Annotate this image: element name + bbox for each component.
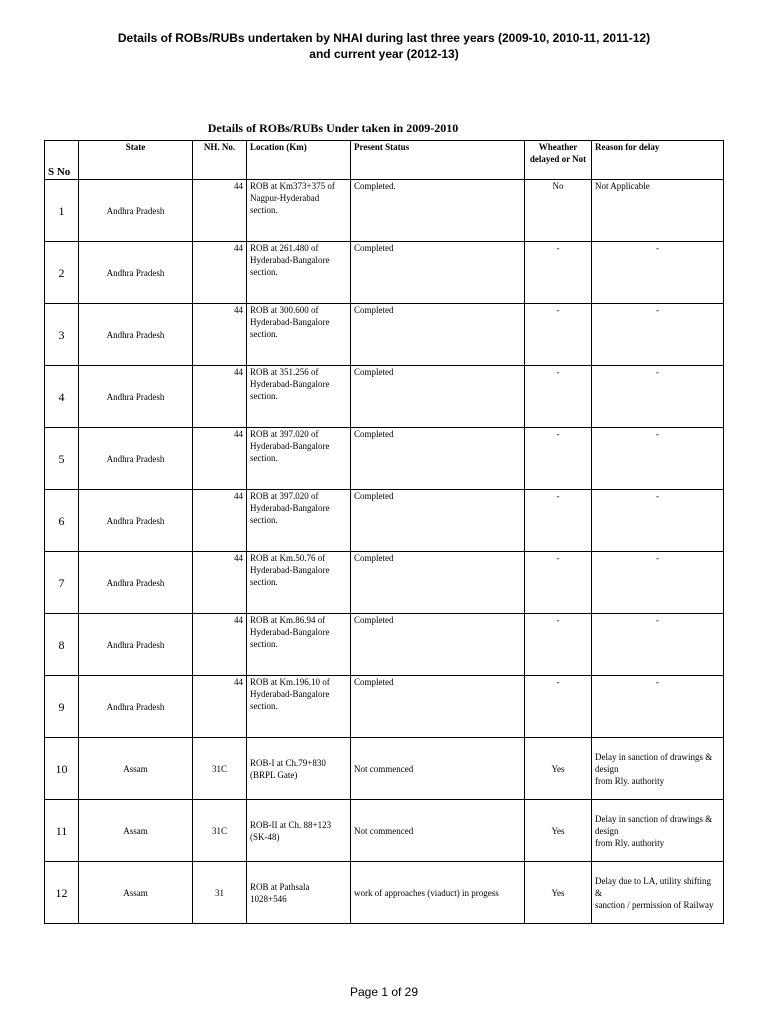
cell-state: Andhra Pradesh [79,366,193,428]
cell-sno: 2 [45,242,79,304]
reason-line-2: sanction / permission of Railway [595,899,714,910]
cell-present-status: Completed [351,304,525,366]
cell-present-status: Completed [351,242,525,304]
location-line-1: ROB-II at Ch. 88+123 [250,819,332,830]
location-line-1: ROB at Km.86.94 of [250,615,326,625]
location-line-1: ROB at Km373+375 of [250,181,335,191]
reason-line-1: - [656,615,659,625]
cell-nh-no: 31 [193,862,247,924]
cell-present-status: Completed [351,490,525,552]
cell-nh-no: 44 [193,614,247,676]
cell-reason [592,490,724,552]
cell-location [247,180,351,242]
cell-sno: 8 [45,614,79,676]
reason-line-1: - [656,367,659,377]
header-delayed [525,141,592,180]
table-row [45,800,724,862]
cell-location [247,862,351,924]
cell-delayed: No [525,180,592,242]
reason-line-1: - [656,305,659,315]
cell-delayed: Yes [525,800,592,862]
location-line-3: section. [250,639,278,649]
title-line-1: Details of ROBs/RUBs undertaken by NHAI during last three years (2009-10, 2010-11, 2011-12) [117,31,651,45]
location-line-3: section. [250,453,278,463]
location-line-1: ROB at 261.480 of [250,243,319,253]
cell-present-status: work of approaches (viaduct) in progess [351,862,525,924]
cell-delayed: - [525,428,592,490]
cell-location [247,676,351,738]
cell-nh-no: 44 [193,676,247,738]
cell-reason [592,862,724,924]
cell-state: Andhra Pradesh [79,428,193,490]
header-delayed-line-2: delayed or Not [529,154,587,164]
reason-line-1: - [656,243,659,253]
location-line-1: ROB at Km.196.10 of [250,677,330,687]
location-line-2: Hyderabad-Bangalore [250,565,330,575]
location-line-2: (BRPL Gate) [250,769,298,780]
cell-present-status: Not commenced [351,800,525,862]
cell-reason [592,552,724,614]
cell-delayed: - [525,614,592,676]
table-row [45,428,724,490]
cell-delayed: Yes [525,738,592,800]
cell-reason [592,428,724,490]
cell-location [247,800,351,862]
reason-line-1: Delay in sanction of drawings & design [595,751,713,774]
location-line-2: Hyderabad-Bangalore [250,503,330,513]
title-line-2: and current year (2012-13) [309,47,459,61]
header-sno: S No [45,141,79,180]
cell-state: Andhra Pradesh [79,304,193,366]
document-title [0,30,768,62]
cell-state: Andhra Pradesh [79,676,193,738]
cell-present-status: Completed [351,614,525,676]
cell-reason [592,800,724,862]
reason-line-1: Delay due to LA, utility shifting & [595,875,711,898]
location-line-1: ROB at Km.50.76 of [250,553,326,563]
location-line-2: Hyderabad-Bangalore [250,441,330,451]
cell-nh-no: 44 [193,490,247,552]
header-delayed-line-1: Wheather [538,142,578,152]
header-location: Location (Km) [247,141,351,180]
reason-line-2: from Rly. authority [595,775,665,786]
cell-sno: 1 [45,180,79,242]
cell-sno: 3 [45,304,79,366]
cell-reason [592,366,724,428]
cell-reason [592,676,724,738]
table-row [45,862,724,924]
cell-location [247,490,351,552]
cell-nh-no: 31C [193,800,247,862]
cell-sno: 4 [45,366,79,428]
location-line-3: section. [250,701,278,711]
location-line-1: ROB-I at Ch.79+830 [250,757,326,768]
cell-delayed: - [525,552,592,614]
location-line-2: Hyderabad-Bangalore [250,255,330,265]
cell-present-status: Completed. [351,180,525,242]
cell-present-status: Completed [351,428,525,490]
cell-nh-no: 44 [193,304,247,366]
cell-sno: 11 [45,800,79,862]
cell-delayed: - [525,366,592,428]
cell-location [247,242,351,304]
rob-rub-table [44,140,724,924]
location-line-1: ROB at 351.256 of [250,367,319,377]
cell-location [247,428,351,490]
cell-state: Assam [79,738,193,800]
cell-delayed: - [525,304,592,366]
cell-sno: 7 [45,552,79,614]
location-line-3: section. [250,391,278,401]
location-line-3: section. [250,205,278,215]
table-row [45,552,724,614]
reason-line-1: Delay in sanction of drawings & design [595,813,713,836]
location-line-1: ROB at Pathsala [250,881,310,892]
location-line-2: Nagpur-Hyderabad [250,193,320,203]
table-row [45,490,724,552]
cell-sno: 6 [45,490,79,552]
location-line-2: 1028+546 [250,893,287,904]
cell-delayed: Yes [525,862,592,924]
cell-sno: 12 [45,862,79,924]
cell-location [247,614,351,676]
cell-nh-no: 44 [193,366,247,428]
table-row [45,366,724,428]
cell-location [247,738,351,800]
table-title: Details of ROBs/RUBs Under taken in 2009-2010 [207,121,459,135]
cell-state: Andhra Pradesh [79,490,193,552]
location-line-2: Hyderabad-Bangalore [250,627,330,637]
header-nh-no: NH. No. [193,141,247,180]
cell-location [247,304,351,366]
cell-state: Andhra Pradesh [79,242,193,304]
cell-reason [592,614,724,676]
cell-nh-no: 44 [193,180,247,242]
cell-sno: 5 [45,428,79,490]
location-line-1: ROB at 300.600 of [250,305,319,315]
reason-line-1: - [656,429,659,439]
cell-state: Andhra Pradesh [79,552,193,614]
location-line-2: Hyderabad-Bangalore [250,689,330,699]
location-line-3: section. [250,329,278,339]
header-reason: Reason for delay [592,141,724,180]
location-line-2: Hyderabad-Bangalore [250,379,330,389]
cell-reason [592,242,724,304]
location-line-2: (SK-48) [250,831,280,842]
cell-sno: 9 [45,676,79,738]
header-present-status: Present Status [351,141,525,180]
cell-delayed: - [525,242,592,304]
cell-present-status: Completed [351,676,525,738]
cell-reason [592,738,724,800]
cell-delayed: - [525,676,592,738]
table-body [45,180,724,924]
cell-location [247,552,351,614]
location-line-3: section. [250,267,278,277]
cell-state: Assam [79,800,193,862]
cell-present-status: Completed [351,366,525,428]
reason-line-1: - [656,491,659,501]
header-state: State [79,141,193,180]
cell-present-status: Completed [351,552,525,614]
cell-sno: 10 [45,738,79,800]
cell-state: Andhra Pradesh [79,180,193,242]
cell-location [247,366,351,428]
location-line-1: ROB at 397.020 of [250,429,319,439]
cell-nh-no: 44 [193,552,247,614]
location-line-1: ROB at 397.020 of [250,491,319,501]
page-footer: Page 1 of 29 [349,985,419,999]
table-row [45,676,724,738]
reason-line-1: Not Applicable [595,181,650,191]
cell-nh-no: 44 [193,428,247,490]
table-row [45,738,724,800]
cell-state: Andhra Pradesh [79,614,193,676]
cell-state: Assam [79,862,193,924]
location-line-2: Hyderabad-Bangalore [250,317,330,327]
cell-present-status: Not commenced [351,738,525,800]
cell-reason [592,180,724,242]
cell-reason [592,304,724,366]
table-row [45,180,724,242]
cell-nh-no: 44 [193,242,247,304]
location-line-3: section. [250,515,278,525]
location-line-3: section. [250,577,278,587]
table-row [45,304,724,366]
reason-line-1: - [656,677,659,687]
table-row [45,242,724,304]
header-row [45,141,724,180]
reason-line-1: - [656,553,659,563]
table-row [45,614,724,676]
reason-line-2: from Rly. authority [595,837,665,848]
cell-nh-no: 31C [193,738,247,800]
cell-delayed: - [525,490,592,552]
